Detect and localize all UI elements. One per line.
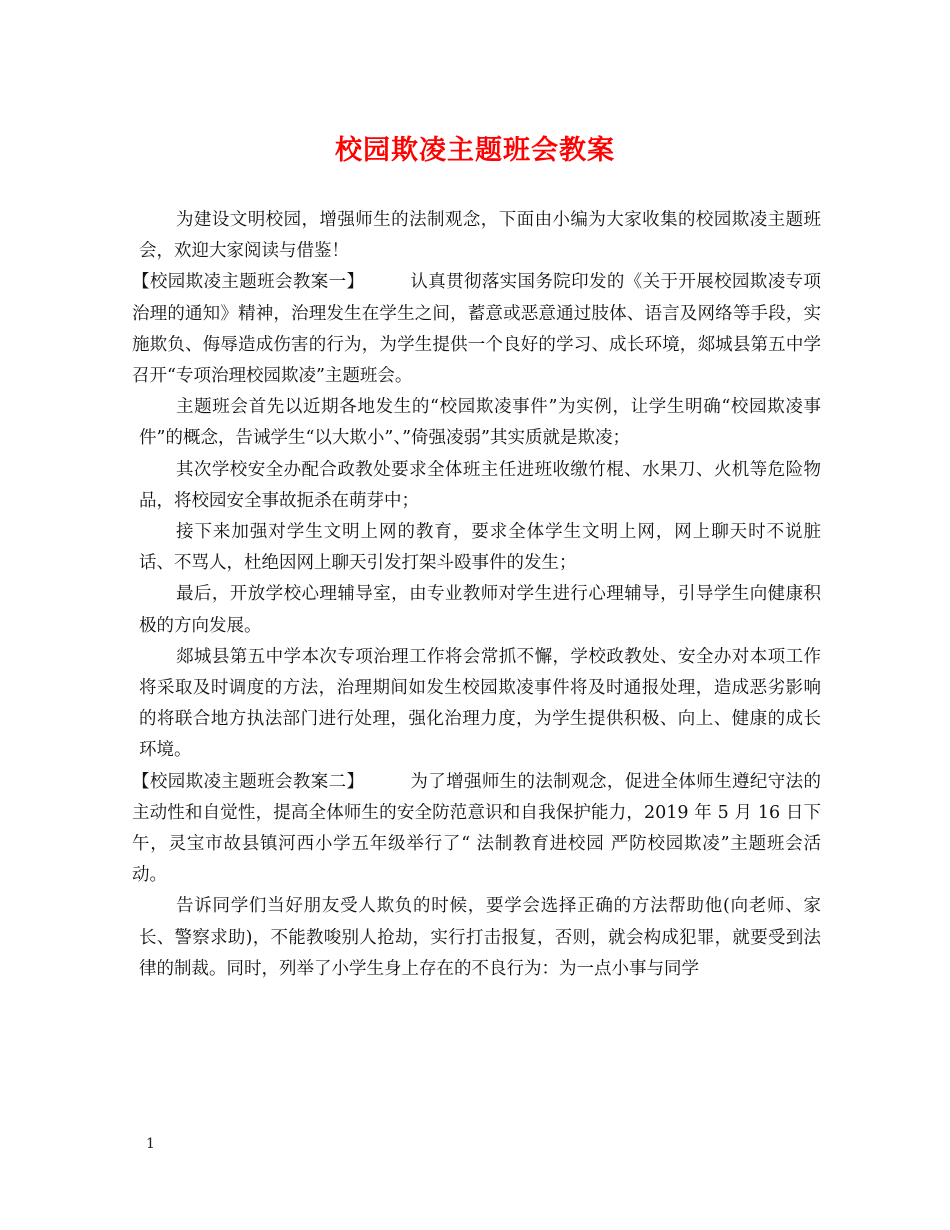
body-paragraph: 其次学校安全办配合政教处要求全体班主任进班收缴竹棍、水果刀、火机等危险物品，将校园安全事故扼杀在萌芽中； [139,459,821,511]
section-two-heading: 【校园欺凌主题班会教案二】 [132,771,365,792]
section-one-paragraph [132,267,821,392]
section-one-text: 认真贯彻落实国务院印发的《关于开展校园欺凌专项治理的通知》精神，治理发生在学生之间，蓄意或恶意通过肢体、语言及网络等手段，实施欺负、侮辱造成伤害的行为，为学生提供一个良好的学习、成长环境，郯城县第五中学召开“专项治理校园欺凌”主题班会。 [132,272,821,387]
document-title: 校园欺凌主题班会教案 [335,135,615,166]
document-body [132,205,821,985]
body-paragraph: 郯城县第五中学本次专项治理工作将会常抓不懈，学校政教处、安全办对本项工作将采取及时调度的方法，治理期间如发生校园欺凌事件将及时通报处理，造成恶劣影响的将联合地方执法部门进行处理，强化治理力度，为学生提供积极、向上、健康的成长环境。 [139,646,821,761]
body-paragraph: 最后，开放学校心理辅导室，由专业教师对学生进行心理辅导，引导学生向健康积极的方向发展。 [139,584,821,636]
page-number: 1 [146,1136,155,1152]
section-two-text: 为了增强师生的法制观念，促进全体师生遵纪守法的主动性和自觉性，提高全体师生的安全防范意识和自我保护能力，2019 年 5 月 16 日下午，灵宝市故县镇河西小学五年级举行了“ 法制教育进校园 严防校园欺凌”主题班会活动。 [132,771,821,886]
body-paragraph: 接下来加强对学生文明上网的教育，要求全体学生文明上网，网上聊天时不说脏话、不骂人，杜绝因网上聊天引发打架斗殴事件的发生； [139,522,821,574]
body-paragraph: 主题班会首先以近期各地发生的“校园欺凌事件”为实例，让学生明确“校园欺凌事件”的概念，告诫学生“以大欺小”、”倚强凌弱”其实质就是欺凌； [139,397,821,449]
section-two-paragraph [132,767,821,892]
closing-paragraph: 告诉同学们当好朋友受人欺负的时候，要学会选择正确的方法帮助他(向老师、家长、警察求助)，不能教唆别人抢劫，实行打击报复，否则，就会构成犯罪，就要受到法律的制裁。同时，列举了小学生身上存在的不良行为：为一点小事与同学 [139,896,821,979]
section-one-heading: 【校园欺凌主题班会教案一】 [132,272,365,293]
intro-paragraph: 为建设文明校园，增强师生的法制观念，下面由小编为大家收集的校园欺凌主题班会，欢迎大家阅读与借鉴！ [139,210,821,262]
